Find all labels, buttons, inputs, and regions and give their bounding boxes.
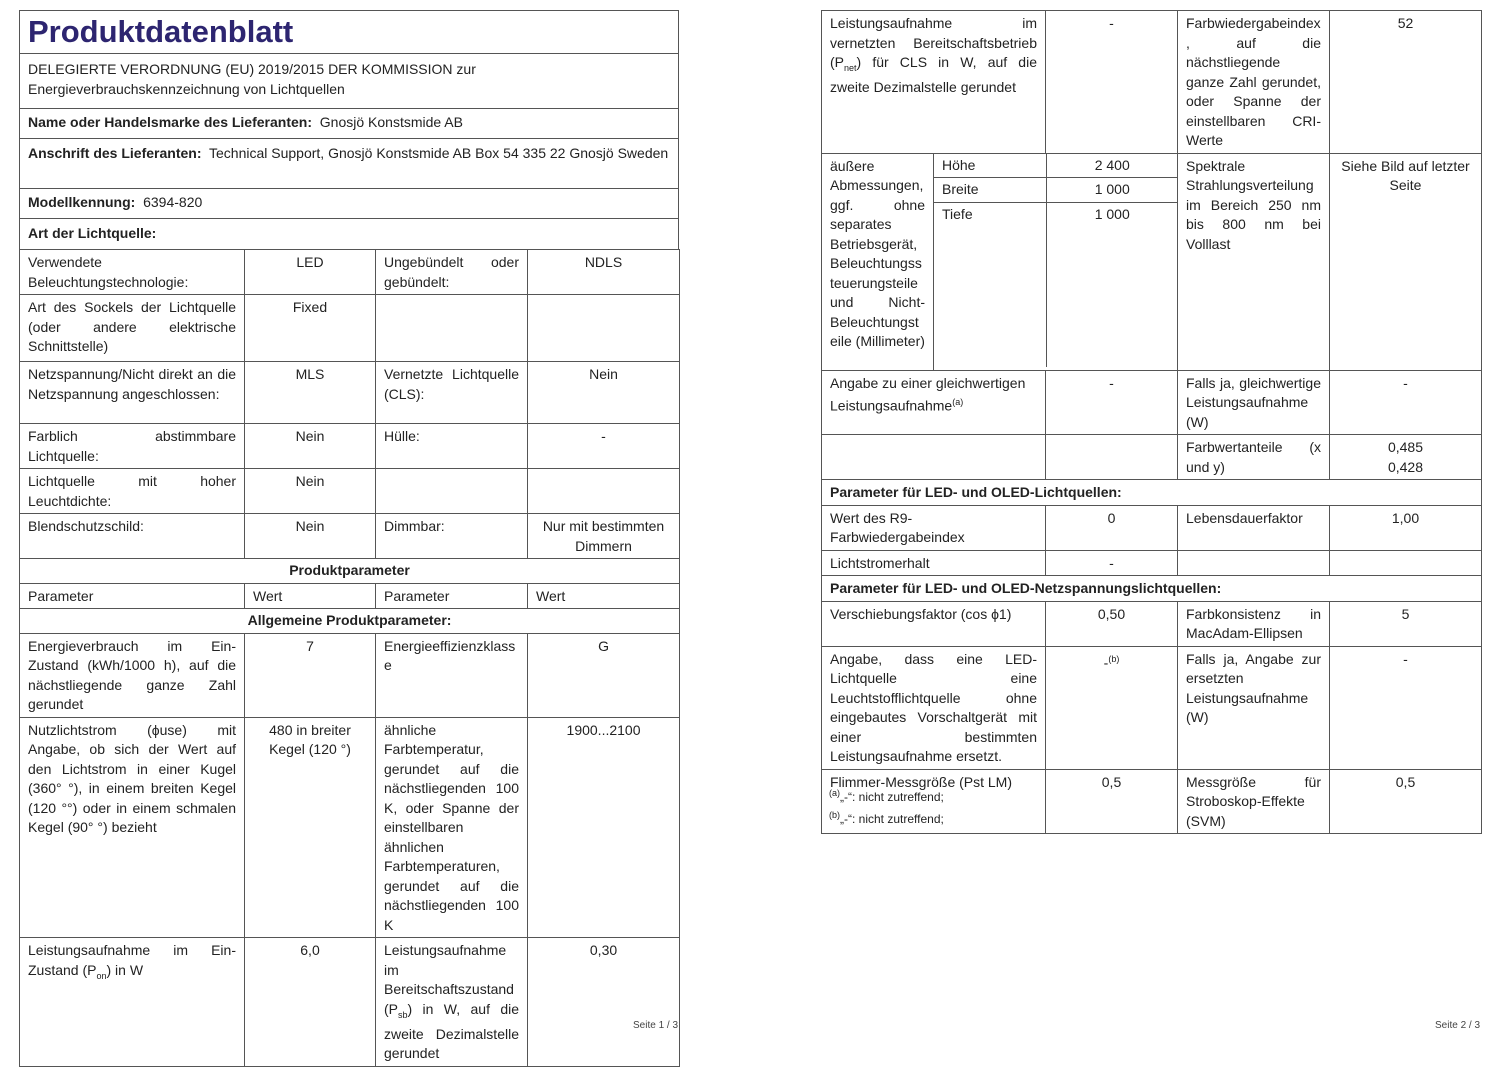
empty-cell <box>1330 550 1482 576</box>
cri-label: Farbwiedergabeindex, auf die nächstliegende ganze Zahl gerundet, oder Spanne der einstellbaren CRI-Werte <box>1178 11 1330 154</box>
light-source-value-1: Nein <box>245 514 376 559</box>
light-source-param-1: Blendschutzschild: <box>20 514 245 559</box>
equiv-power-label: Angabe zu einer gleichwertigen Leistungsaufnahme$^{(a)}$ <box>822 370 1046 435</box>
model-row: Modellkennung: 6394-820 <box>20 189 679 219</box>
light-source-row <box>20 362 680 424</box>
light-source-value-1: Nein <box>245 424 376 469</box>
replacement-label: Angabe, dass eine LED-Lichtquelle eine Leuchtstofflichtquelle ohne eingebautes Vorschaltgerät mit einer bestimmten Leistungsaufnahme ersetzt. <box>822 646 1046 769</box>
width-label: Breite <box>934 178 1046 203</box>
r9-value: 0 <box>1046 505 1178 550</box>
light-source-param-1: Lichtquelle mit hoher Leuchtdichte: <box>20 469 245 514</box>
color-consistency-value: 5 <box>1330 601 1482 646</box>
height-label: Höhe <box>934 154 1046 178</box>
lifetime-label: Lebensdauerfaktor <box>1178 505 1330 550</box>
stroboscopic-value: 0,5 <box>1330 769 1482 834</box>
light-source-value-1: Fixed <box>245 295 376 362</box>
light-source-type-heading: Art der Lichtquelle: <box>20 219 679 250</box>
header-table <box>19 10 679 250</box>
height-value: 2 400 <box>1046 154 1178 178</box>
chromaticity-y: 0,428 <box>1387 458 1424 475</box>
light-source-row <box>20 469 680 514</box>
page-2 <box>821 10 1481 834</box>
page-1-footer: Seite 1 / 3 <box>633 1020 679 1031</box>
supplier-name-row: Name oder Handelsmarke des Lieferanten: Gnosjö Konstsmide AB <box>20 109 679 139</box>
light-source-value-1: LED <box>245 250 376 295</box>
light-source-row <box>20 250 680 295</box>
displacement-label: Verschiebungsfaktor (cos ϕ1) <box>822 601 1046 646</box>
power-standby-value: 0,30 <box>528 938 680 1067</box>
energy-class-value: G <box>528 633 680 717</box>
replacement-value: -$^{(b)}$ <box>1046 646 1178 769</box>
flux-maintenance-label: Lichtstromerhalt <box>822 550 1046 576</box>
light-source-row <box>20 424 680 469</box>
depth-label: Tiefe <box>934 202 1046 367</box>
flicker-label: Flimmer-Messgröße (Pst LM) <box>822 769 1046 834</box>
light-source-value-1: MLS <box>245 362 376 424</box>
energy-consumption-label: Energieverbrauch im Ein-Zustand (kWh/1000 h), auf die nächstliegende ganze Zahl gerundet <box>20 633 245 717</box>
net-power-label: Leistungsaufnahme im vernetzten Bereitschaftsbetrieb $(P_{net})$ für CLS in W, auf die zweite Dezimalstelle gerundet <box>822 11 1046 154</box>
light-source-value-2 <box>528 469 680 514</box>
net-power-value: - <box>1046 11 1178 154</box>
light-source-table <box>19 249 680 559</box>
light-source-param-1: Art des Sockels der Lichtquelle (oder andere elektrische Schnittstelle) <box>20 295 245 362</box>
chromaticity-label: Farbwertanteile (x und y) <box>1178 435 1330 480</box>
light-source-value-2: NDLS <box>528 250 680 295</box>
document-title: Produktdatenblatt <box>20 11 679 54</box>
empty-cell <box>822 435 1046 480</box>
page2-table <box>821 10 1482 834</box>
col-header-value-2: Wert <box>528 583 680 609</box>
light-source-param-1: Verwendete Beleuchtungstechnologie: <box>20 250 245 295</box>
light-source-param-2: Hülle: <box>376 424 528 469</box>
spectral-value: Siehe Bild auf letzter Seite <box>1330 153 1482 370</box>
energy-consumption-value: 7 <box>245 633 376 717</box>
color-temperature-value: 1900...2100 <box>528 717 680 938</box>
empty-cell <box>1046 435 1178 480</box>
light-source-value-2: - <box>528 424 680 469</box>
light-source-param-2: Dimmbar: <box>376 514 528 559</box>
col-header-param-1: Parameter <box>20 583 245 609</box>
light-source-param-2 <box>376 469 528 514</box>
light-source-value-2 <box>528 295 680 362</box>
page-2-footer: Seite 2 / 3 <box>1435 1020 1481 1031</box>
light-source-param-2 <box>376 295 528 362</box>
dimensions-values <box>934 154 1178 367</box>
col-header-value-1: Wert <box>245 583 376 609</box>
width-value: 1 000 <box>1046 178 1178 203</box>
color-consistency-label: Farbkonsistenz in MacAdam-Ellipsen <box>1178 601 1330 646</box>
color-temperature-label: ähnliche Farbtemperatur, gerundet auf die nächstliegenden 100 K, oder Spanne der einstellbaren ähnlichen Farbtemperaturen, gerundet auf die nächstliegenden 100 K <box>376 717 528 938</box>
empty-cell <box>1178 550 1330 576</box>
energy-class-label: Energieeffizienzklasse <box>376 633 528 717</box>
luminous-flux-value: 480 in breiter Kegel (120 °) <box>245 717 376 938</box>
flicker-value: 0,5 <box>1046 769 1178 834</box>
depth-value: 1 000 <box>1094 205 1130 222</box>
product-params-table <box>19 558 680 1067</box>
displacement-value: 0,50 <box>1046 601 1178 646</box>
chromaticity-x: 0,485 <box>1387 439 1424 455</box>
light-source-row <box>20 295 680 362</box>
light-source-param-2: Vernetzte Lichtquelle (CLS): <box>376 362 528 424</box>
supplier-address-row: Anschrift des Lieferanten: Technical Support, Gnosjö Konstsmide AB Box 54 335 22 Gnosjö Sweden <box>20 139 679 189</box>
equiv-if-yes-value: - <box>1330 370 1482 435</box>
footnote-b: $^{(b)}$„-“: nicht zutreffend; <box>829 810 944 826</box>
replacement-if-yes-value: - <box>1330 646 1482 769</box>
footnote-a: $^{(a)}$„-“: nicht zutreffend; <box>829 788 944 804</box>
light-source-value-2: Nur mit bestimmten Dimmern <box>528 514 680 559</box>
col-header-param-2: Parameter <box>376 583 528 609</box>
page-1 <box>19 10 679 1067</box>
led-params-heading: Parameter für LED- und OLED-Lichtquellen: <box>822 480 1482 506</box>
dimensions-label: äußere Abmessungen, ggf. ohne separates Betriebsgerät, Beleuchtungssteuerungsteile und Nicht-Beleuchtungsteile (Millimeter) <box>822 153 934 370</box>
chromaticity-value <box>1330 435 1482 480</box>
light-source-row <box>20 514 680 559</box>
light-source-value-1: Nein <box>245 469 376 514</box>
power-standby-label: Leistungsaufnahme im Bereitschaftszustand $(P_{sb})$ in W, auf die zweite Dezimalstelle gerundet <box>376 938 528 1067</box>
cri-value: 52 <box>1330 11 1482 154</box>
light-source-param-2: Ungebündelt oder gebündelt: <box>376 250 528 295</box>
r9-label: Wert des R9-Farbwiedergabeindex <box>822 505 1046 550</box>
light-source-param-1: Netzspannung/Nicht direkt an die Netzspannung angeschlossen: <box>20 362 245 424</box>
power-on-label: Leistungsaufnahme im Ein-Zustand $(P_{on})$ in W <box>20 938 245 1067</box>
replacement-if-yes-label: Falls ja, Angabe zur ersetzten Leistungsaufnahme (W) <box>1178 646 1330 769</box>
light-source-param-1: Farblich abstimmbare Lichtquelle: <box>20 424 245 469</box>
flux-maintenance-value: - <box>1046 550 1178 576</box>
regulation-text: DELEGIERTE VERORDNUNG (EU) 2019/2015 DER KOMMISSION zur Energieverbrauchskennzeichnung von Lichtquellen <box>20 54 679 109</box>
lifetime-value: 1,00 <box>1330 505 1482 550</box>
equiv-if-yes-label: Falls ja, gleichwertige Leistungsaufnahme (W) <box>1178 370 1330 435</box>
light-source-value-2: Nein <box>528 362 680 424</box>
mains-params-heading: Parameter für LED- und OLED-Netzspannungslichtquellen: <box>822 576 1482 602</box>
power-on-value: 6,0 <box>245 938 376 1067</box>
product-params-heading: Produktparameter <box>20 559 680 584</box>
stroboscopic-label: Messgröße für Stroboskop-Effekte (SVM) <box>1178 769 1330 834</box>
spectral-label: Spektrale Strahlungsverteilung im Bereich 250 nm bis 800 nm bei Volllast <box>1178 153 1330 370</box>
general-params-heading: Allgemeine Produktparameter: <box>20 609 680 634</box>
luminous-flux-label: Nutzlichtstrom (ϕuse) mit Angabe, ob sich der Wert auf den Lichtstrom in einer Kugel (360° °), in einem breiten Kegel (120 °°) oder in einem schmalen Kegel (90° °) bezieht <box>20 717 245 938</box>
equiv-power-value: - <box>1046 370 1178 435</box>
